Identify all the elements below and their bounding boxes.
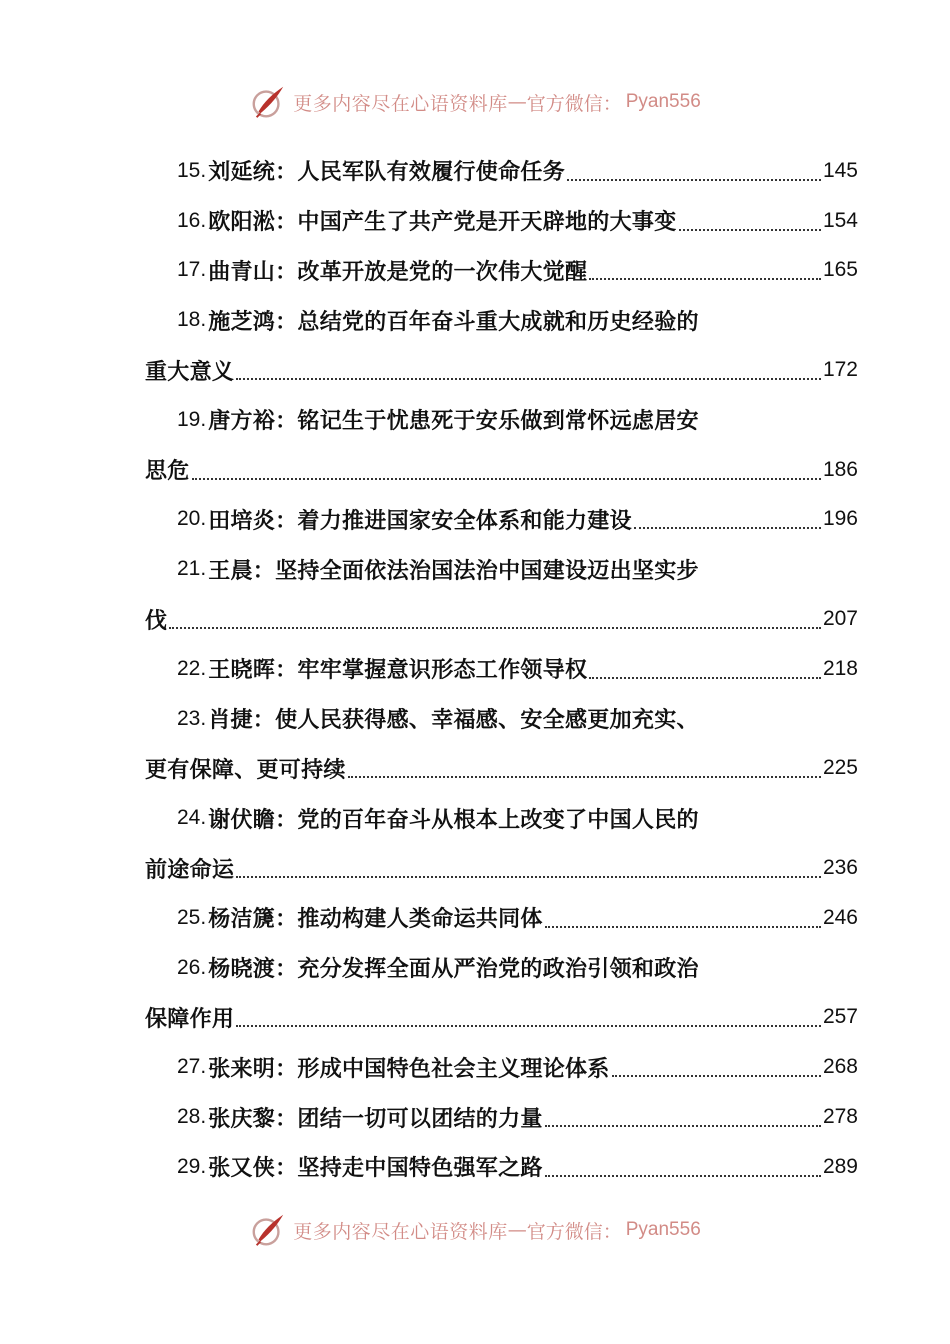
toc-leader: [236, 378, 821, 380]
toc-title-continued: 思危: [145, 458, 190, 485]
toc-page: 145: [822, 158, 858, 182]
toc-entry-15[interactable]: [145, 146, 858, 196]
toc-title-continued: 伐: [145, 607, 168, 634]
toc-page: 289: [822, 1154, 858, 1178]
toc-title: 张庆黎：团结一切可以团结的力量: [208, 1105, 543, 1132]
toc-page: 257: [822, 1005, 858, 1029]
toc-entry-28[interactable]: [145, 1092, 858, 1142]
toc-number: 28.: [177, 1105, 207, 1129]
toc-page: 165: [822, 258, 858, 282]
footer-watermark: [0, 1208, 950, 1252]
footer-wechat-id: Pyan556: [625, 1219, 701, 1240]
toc-entry-19-cont[interactable]: [145, 445, 858, 495]
toc-entry-17[interactable]: [145, 246, 858, 296]
toc-number: 21.: [177, 557, 207, 581]
quill-logo-icon: [249, 83, 287, 121]
toc-title: 王晨：坚持全面依法治国法治中国建设迈出坚实步: [208, 557, 699, 584]
toc-number: 29.: [177, 1154, 207, 1178]
toc-page: 236: [822, 856, 858, 880]
toc-entry-18-cont[interactable]: [145, 345, 858, 395]
toc-leader: [545, 926, 821, 928]
toc-number: 24.: [177, 806, 207, 830]
toc-page: 225: [822, 756, 858, 780]
toc-title: 唐方裕：铭记生于忧患死于安乐做到常怀远虑居安: [208, 408, 699, 435]
toc-page: 207: [822, 607, 858, 631]
toc-number: 23.: [177, 706, 207, 730]
header-watermark: [0, 80, 950, 124]
toc-title-continued: 前途命运: [145, 856, 235, 883]
toc-number: 18.: [177, 308, 207, 332]
toc-entry-22[interactable]: [145, 644, 858, 694]
toc-leader: [192, 478, 821, 480]
toc-title: 施芝鸿：总结党的百年奋斗重大成就和历史经验的: [208, 308, 699, 335]
header-wechat-label: 官方微信：: [526, 92, 622, 115]
header-dash: —: [507, 91, 527, 113]
toc-number: 19.: [177, 407, 207, 431]
toc-entry-16[interactable]: [145, 196, 858, 246]
quill-logo-icon: [249, 1211, 287, 1249]
toc-page: 154: [822, 208, 858, 232]
toc-entry-26[interactable]: [145, 943, 858, 993]
toc-title: 肖捷：使人民获得感、幸福感、安全感更加充实、: [208, 707, 699, 734]
header-wechat-id: Pyan556: [625, 91, 701, 112]
toc-number: 26.: [177, 955, 207, 979]
toc-number: 25.: [177, 905, 207, 929]
table-of-contents: [145, 146, 858, 1192]
toc-page: 196: [822, 507, 858, 531]
toc-leader: [545, 1175, 821, 1177]
toc-entry-23[interactable]: [145, 694, 858, 744]
toc-title: 田培炎：着力推进国家安全体系和能力建设: [208, 507, 632, 534]
toc-entry-29[interactable]: [145, 1142, 858, 1192]
footer-dash: —: [507, 1219, 527, 1241]
toc-leader: [589, 677, 821, 679]
toc-title: 谢伏瞻：党的百年奋斗从根本上改变了中国人民的: [208, 806, 699, 833]
toc-number: 15.: [177, 158, 207, 182]
toc-number: 27.: [177, 1055, 207, 1079]
toc-entry-18[interactable]: [145, 295, 858, 345]
toc-leader: [169, 627, 821, 629]
toc-leader: [612, 1075, 821, 1077]
toc-entry-20[interactable]: [145, 495, 858, 545]
toc-page: 246: [822, 905, 858, 929]
toc-page: 218: [822, 656, 858, 680]
toc-entry-27[interactable]: [145, 1042, 858, 1092]
toc-entry-21-cont[interactable]: [145, 594, 858, 644]
toc-leader: [236, 876, 821, 878]
toc-leader: [348, 776, 821, 778]
footer-wechat-label: 官方微信：: [526, 1220, 622, 1243]
toc-number: 16.: [177, 208, 207, 232]
toc-page: 186: [822, 457, 858, 481]
toc-title: 杨晓渡：充分发挥全面从严治党的政治引领和政治: [208, 956, 699, 983]
toc-leader: [634, 527, 821, 529]
toc-title: 刘延统：人民军队有效履行使命任务: [208, 159, 566, 186]
toc-title-continued: 更有保障、更可持续: [145, 756, 346, 783]
footer-text: 更多内容尽在心语资料库: [293, 1220, 508, 1243]
toc-page: 268: [822, 1055, 858, 1079]
toc-entry-23-cont[interactable]: [145, 744, 858, 794]
toc-entry-25[interactable]: [145, 893, 858, 943]
toc-title: 杨洁篪：推动构建人类命运共同体: [208, 906, 543, 933]
toc-title: 王晓晖：牢牢掌握意识形态工作领导权: [208, 657, 588, 684]
toc-number: 17.: [177, 258, 207, 282]
toc-number: 22.: [177, 656, 207, 680]
toc-title: 张又侠：坚持走中国特色强军之路: [208, 1155, 543, 1182]
toc-leader: [236, 1025, 821, 1027]
toc-entry-24-cont[interactable]: [145, 843, 858, 893]
toc-entry-19[interactable]: [145, 395, 858, 445]
toc-entry-26-cont[interactable]: [145, 993, 858, 1043]
toc-title: 曲青山：改革开放是党的一次伟大觉醒: [208, 258, 588, 285]
toc-title: 欧阳淞：中国产生了共产党是开天辟地的大事变: [208, 209, 677, 236]
header-text: 更多内容尽在心语资料库: [293, 92, 508, 115]
toc-page: 172: [822, 358, 858, 382]
toc-leader: [679, 229, 821, 231]
toc-title-continued: 保障作用: [145, 1005, 235, 1032]
toc-title: 张来明：形成中国特色社会主义理论体系: [208, 1055, 610, 1082]
toc-leader: [545, 1125, 821, 1127]
toc-leader: [567, 179, 821, 181]
toc-page: 278: [822, 1105, 858, 1129]
toc-number: 20.: [177, 507, 207, 531]
toc-entry-24[interactable]: [145, 793, 858, 843]
toc-title-continued: 重大意义: [145, 358, 235, 385]
toc-leader: [589, 278, 821, 280]
toc-entry-21[interactable]: [145, 544, 858, 594]
